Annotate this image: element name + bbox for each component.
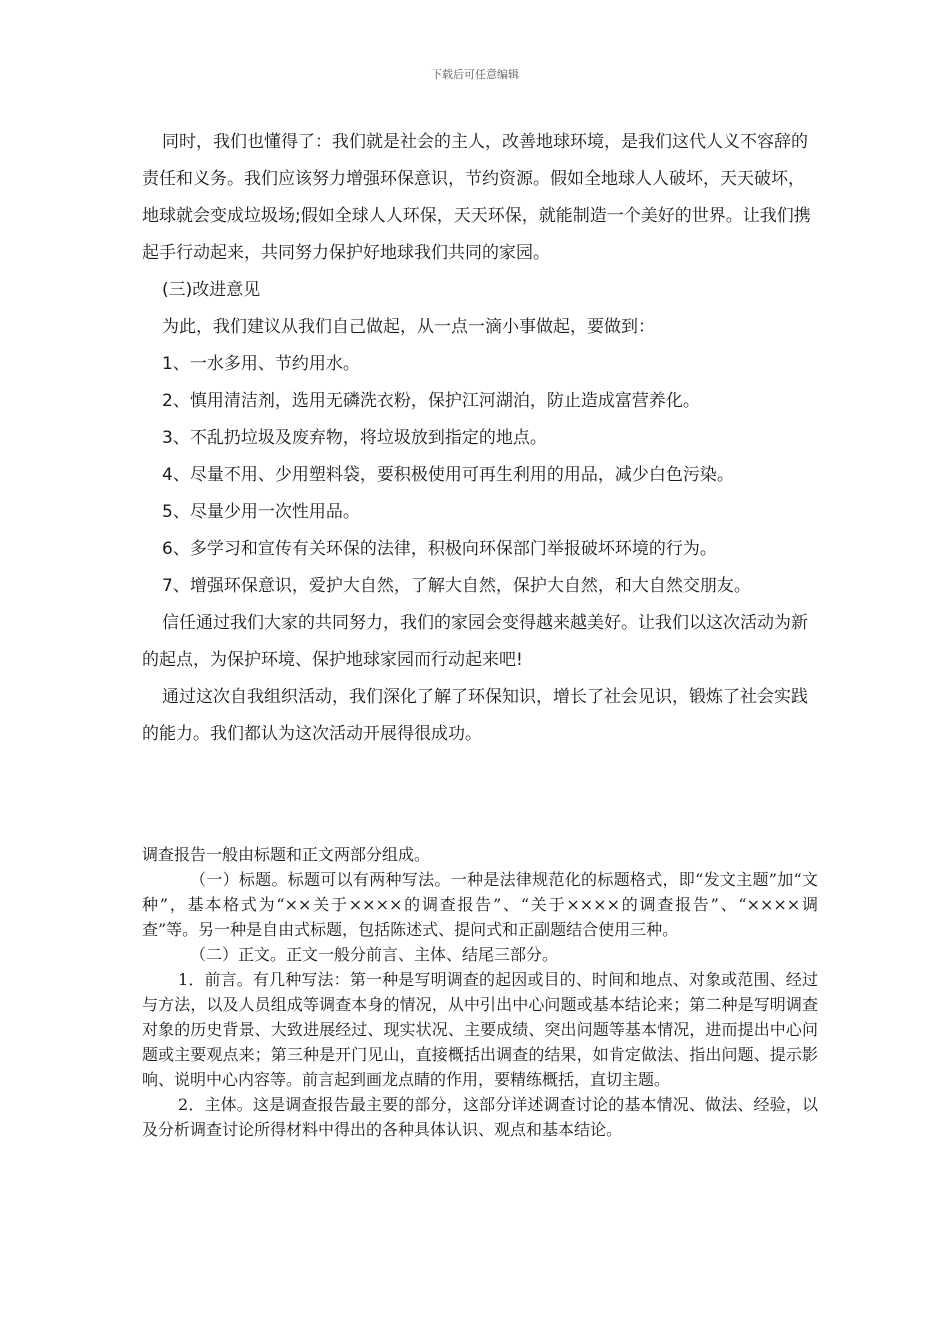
paragraph-report-structure: 调查报告一般由标题和正文两部分组成。 xyxy=(142,845,431,864)
paragraph-preface: 1．前言。有几种写法：第一种是写明调查的起因或目的、时间和地点、对象或范围、经过与方法，以及人员组成等调查本身的情况，从中引出中心问题或基本结论来；第二种是写明调查对象的历史背景、大致进展经过、现实状况、主要成绩、突出问题等基本情况，进而提出中心问题或主要观点来；第三种是开门见山，直接概括出调查的结果，如肯定做法、指出问题、提示影响、说明中心内容等。前言起到画龙点睛的作用，要精练概括，直切主题。 xyxy=(142,970,818,1089)
paragraph-belief: 信任通过我们大家的共同努力，我们的家园会变得越来越美好。让我们以这次活动为新的起点，为保护环境、保护地球家园而行动起来吧! xyxy=(142,613,808,670)
paragraph-title-format: （一）标题。标题可以有两种写法。一种是法律规范化的标题格式，即“发文主题”加“文种”，基本格式为“××关于××××的调查报告”、“关于××××的调查报告”、“××××调查”等。另一种是自由式标题，包括陈述式、提问式和正副题结合使用三种。 xyxy=(142,870,818,939)
list-item: 3、不乱扔垃圾及废弃物，将垃圾放到指定的地点。 xyxy=(162,428,547,448)
list-item: 6、多学习和宣传有关环保的法律，积极向环保部门举报破坏环境的行为。 xyxy=(162,539,717,559)
list-item: 5、尽量少用一次性用品。 xyxy=(162,502,360,522)
list-item: 1、一水多用、节约用水。 xyxy=(162,354,360,374)
paragraph-conclusion: 通过这次自我组织活动，我们深化了解了环保知识，增长了社会见识，锻炼了社会实践的能力。我们都认为这次活动开展得很成功。 xyxy=(142,687,808,744)
environment-section xyxy=(142,124,818,753)
paragraph-main-body: 2．主体。这是调查报告最主要的部分，这部分详述调查讨论的基本情况、做法、经验，以及分析调查讨论所得材料中得出的各种具体认识、观点和基本结论。 xyxy=(142,1095,818,1139)
paragraph-body-parts: （二）正文。正文一般分前言、主体、结尾三部分。 xyxy=(190,945,559,964)
paragraph-suggestion-intro: 为此，我们建议从我们自己做起，从一点一滴小事做起，要做到： xyxy=(162,317,655,337)
page-header: 下载后可任意编辑 xyxy=(431,68,519,81)
list-item: 2、慎用清洁剂，选用无磷洗衣粉，保护江河湖泊，防止造成富营养化。 xyxy=(162,391,700,411)
paragraph-responsibility: 同时，我们也懂得了：我们就是社会的主人，改善地球环境，是我们这代人义不容辞的责任和义务。我们应该努力增强环保意识，节约资源。假如全地球人人破坏，天天破坏，地球就会变成垃圾场;假如全球人人环保，天天环保，就能制造一个美好的世界。让我们携起手行动起来，共同努力保护好地球我们共同的家园。 xyxy=(142,132,811,263)
heading-improvement: (三)改进意见 xyxy=(162,280,261,300)
report-guide-section xyxy=(142,842,818,1142)
list-item: 4、尽量不用、少用塑料袋，要积极使用可再生利用的用品，减少白色污染。 xyxy=(162,465,734,485)
list-item: 7、增强环保意识，爱护大自然，了解大自然，保护大自然，和大自然交朋友。 xyxy=(162,576,751,596)
